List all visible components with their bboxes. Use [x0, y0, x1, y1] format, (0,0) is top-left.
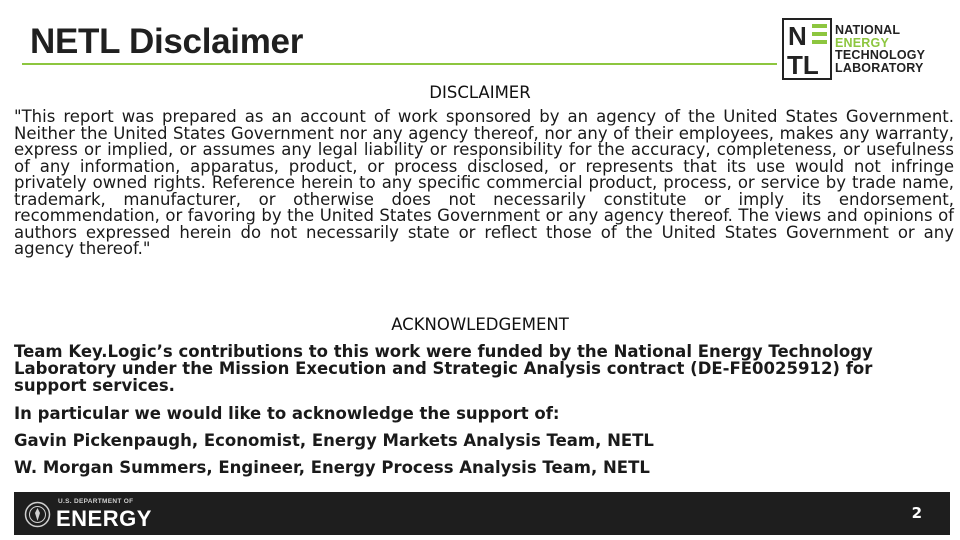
netl-logo-mark: [782, 18, 832, 80]
acknowledgement-funding: Team Key.Logic’s contributions to this work were funded by the National Energy Technology Laboratory under the Mission Execution and Strategic Analysis contract (DE-FE0025912) for support services.: [14, 342, 873, 395]
netl-logo: [782, 18, 942, 80]
title-divider: [22, 63, 777, 65]
disclaimer-body: "This report was prepared as an account of work sponsored by an agency of the United States Government. Neither the United States Government nor any agency thereof, nor any of their employees, makes any warranty, express or implied, or assumes any legal liability or responsibility for the accuracy, completeness, or usefulness of any information, apparatus, product, or process disclosed, or represents that its use would not infringe privately owned rights. Reference herein to any specific commercial product, process, or service by trade name, trademark, manufacturer, or otherwise does not necessarily constitute or imply its endorsement, recommendation, or favoring by the United States Government or any agency thereof. The views and opinions of authors expressed herein do not necessarily state or reflect those of the United States Government or any agency thereof.": [14, 107, 954, 258]
acknowledgement-heading: ACKNOWLEDGEMENT: [391, 315, 569, 334]
doe-energy-label: ENERGY: [56, 506, 152, 531]
footer-bar: [14, 492, 950, 535]
svg-text:N: N: [788, 21, 807, 51]
acknowledgement-person: Gavin Pickenpaugh, Economist, Energy Markets Analysis Team, NETL: [14, 431, 654, 450]
svg-text:TL: TL: [787, 50, 819, 80]
page-number: 2: [911, 504, 922, 522]
acknowledgement-intro: In particular we would like to acknowledge the support of:: [14, 404, 560, 423]
netl-logo-text: NATIONAL ENERGY TECHNOLOGY LABORATORY: [835, 23, 926, 75]
disclaimer-heading: DISCLAIMER: [429, 83, 531, 102]
acknowledgement-person: W. Morgan Summers, Engineer, Energy Process Analysis Team, NETL: [14, 458, 650, 477]
page-title: NETL Disclaimer: [30, 22, 304, 61]
doe-department-label: U.S. DEPARTMENT OF: [58, 498, 134, 505]
doe-seal-icon: [24, 501, 51, 528]
